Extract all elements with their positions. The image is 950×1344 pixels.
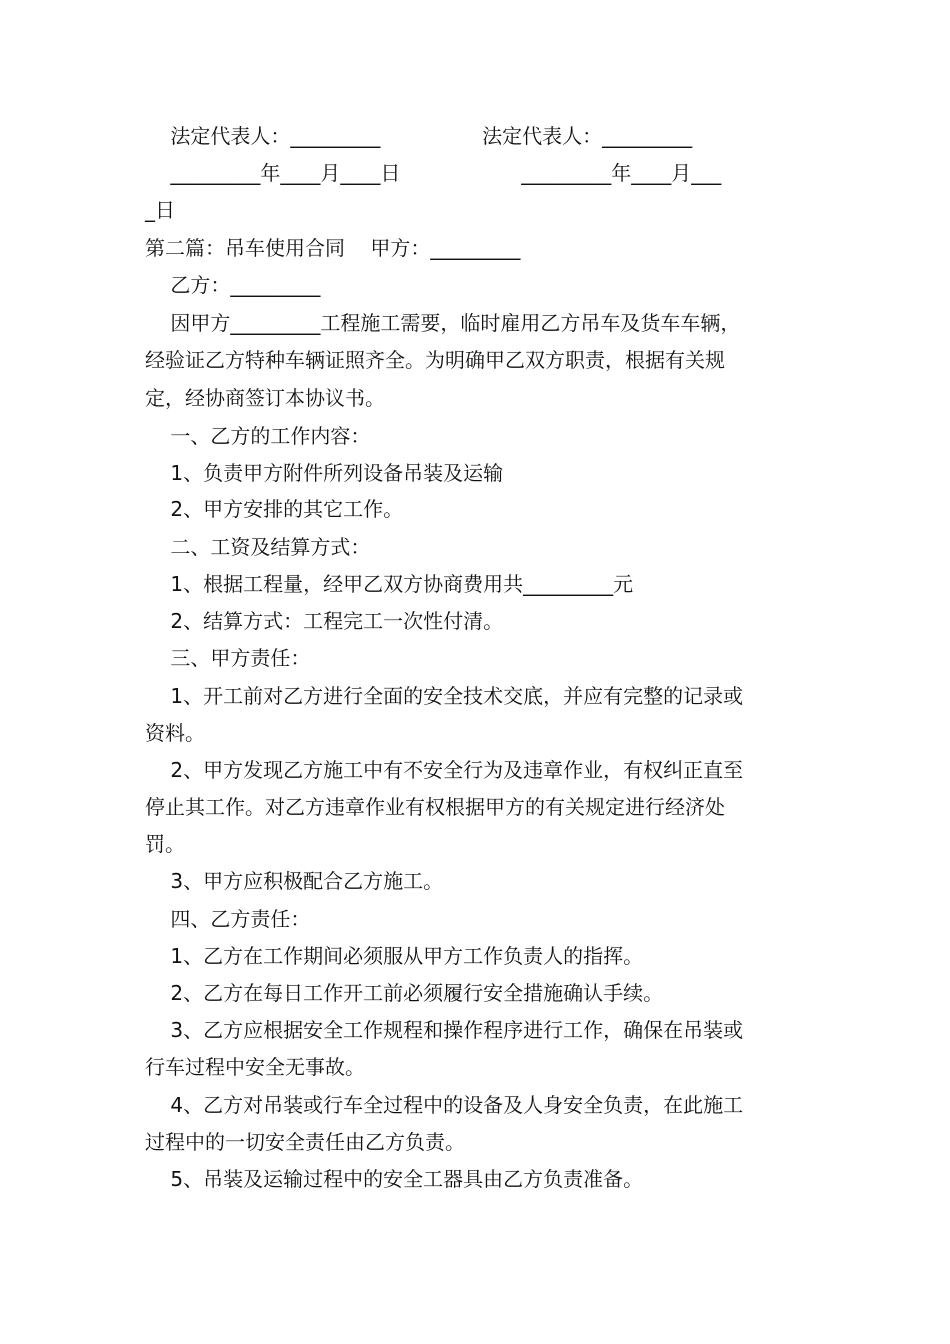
heading-line: 二、工资及结算方式： — [145, 535, 371, 559]
list-item-line: 2、乙方在每日工作开工前必须履行安全措施确认手续。 — [145, 981, 664, 1005]
list-item-line: 5、吊装及运输过程中的安全工器具由乙方负责准备。 — [145, 1167, 644, 1191]
list-item-line: 1、根据工程量，经甲乙双方协商费用共_________元 — [145, 572, 634, 596]
signature-line: 法定代表人：_________ 法定代表人：_________ — [145, 124, 693, 148]
list-item-line: 罚。 — [145, 832, 185, 856]
date-line-wrap: _日 — [145, 198, 175, 222]
paragraph-line: 经验证乙方特种车辆证照齐全。为明确甲乙双方职责，根据有关规 — [145, 348, 725, 372]
paragraph-line: 定，经协商签订本协议书。 — [145, 386, 385, 410]
list-item-line: 行车过程中安全无事故。 — [145, 1055, 365, 1079]
list-item-line: 资料。 — [145, 721, 205, 745]
list-item-line: 1、乙方在工作期间必须服从甲方工作负责人的指挥。 — [145, 944, 644, 968]
paragraph-line: 因甲方_________工程施工需要，临时雇用乙方吊车及货车车辆， — [145, 311, 741, 335]
party-b-line: 乙方：_________ — [145, 273, 321, 297]
list-item-line: 3、乙方应根据安全工作规程和操作程序进行工作，确保在吊装或 — [145, 1018, 744, 1042]
list-item-line: 2、结算方式：工程完工一次性付清。 — [145, 609, 504, 633]
list-item-line: 4、乙方对吊装或行车全过程中的设备及人身安全负责，在此施工 — [145, 1093, 744, 1117]
heading-line: 四、乙方责任： — [145, 907, 311, 931]
section-title-line: 第二篇：吊车使用合同 甲方：_________ — [145, 236, 521, 260]
list-item-line: 3、甲方应积极配合乙方施工。 — [145, 869, 444, 893]
list-item-line: 过程中的一切安全责任由乙方负责。 — [145, 1130, 465, 1154]
list-item-line: 停止其工作。对乙方违章作业有权根据甲方的有关规定进行经济处 — [145, 795, 725, 819]
date-line: _________年____月____日 _________年____月___ — [145, 161, 722, 185]
heading-line: 三、甲方责任： — [145, 646, 311, 670]
list-item-line: 2、甲方安排的其它工作。 — [145, 497, 404, 521]
list-item-line: 1、开工前对乙方进行全面的安全技术交底，并应有完整的记录或 — [145, 684, 744, 708]
list-item-line: 2、甲方发现乙方施工中有不安全行为及违章作业，有权纠正直至 — [145, 758, 744, 782]
heading-line: 一、乙方的工作内容： — [145, 424, 371, 448]
list-item-line: 1、负责甲方附件所列设备吊装及运输 — [145, 461, 504, 485]
